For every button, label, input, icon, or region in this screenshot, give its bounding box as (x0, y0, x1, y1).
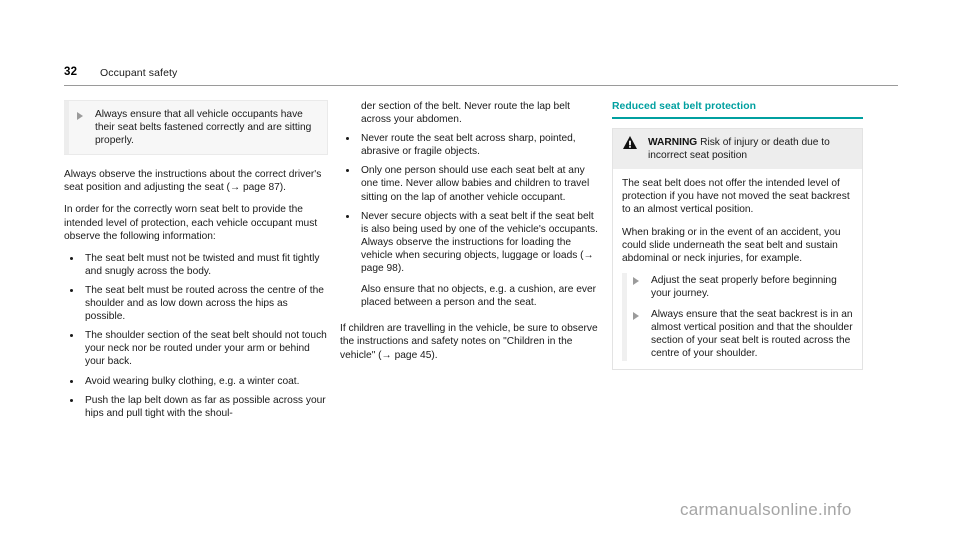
seat-belt-bullet-list-continued (340, 100, 598, 309)
page-number: 32 (64, 66, 78, 78)
seat-belt-bullet-list (64, 252, 328, 420)
list-item (622, 308, 853, 360)
list-item (340, 210, 598, 310)
warning-action-list (622, 274, 853, 361)
content-column-1 (64, 100, 328, 429)
dot-bullet-icon (346, 215, 349, 218)
warning-title: Risk of injury or death due to incorrect seat position (648, 137, 830, 162)
warning-body (613, 169, 862, 369)
list-item-text: Avoid wearing bulky clothing, e.g. a winter coat. (85, 375, 300, 387)
list-item-text: Never secure objects with a seat belt if the seat belt is also being used by one of the vehicle's occupants. Always observe the instructions for loading the vehicle when securing objects, luggage or loads (→ page 98). (361, 210, 598, 275)
list-item-text: Only one person should use each seat belt at any one time. Never allow babies and children to travel sitting on the lap of another vehicle occupant. (361, 165, 590, 203)
paragraph: Always observe the instructions about the correct driver's seat position and adjusting the seat (→ page 87). (64, 169, 322, 194)
paragraph: If children are travelling in the vehicle, be sure to observe the instructions and safety notes on "Children in the vehicle" (→ page 45). (340, 323, 598, 361)
list-item-sub-paragraph: Also ensure that no objects, e.g. a cushion, are ever placed between a person and the seat. (361, 284, 597, 309)
list-item (64, 394, 328, 420)
paragraph: The seat belt does not offer the intended level of protection if you have not moved the seat backrest to an almost vertical position. (622, 178, 850, 216)
list-item (64, 284, 328, 323)
list-item (64, 108, 319, 147)
chapter-title: Occupant safety (100, 66, 178, 79)
list-item (64, 252, 328, 278)
continuation-text: der section of the belt. Never route the lap belt across your abdomen. (361, 101, 570, 126)
section-heading-underline (612, 117, 863, 119)
list-item (622, 274, 853, 300)
list-item-text: The seat belt must not be twisted and must fit tightly and snugly across the body. (85, 252, 320, 277)
list-item (64, 329, 328, 368)
dot-bullet-icon (70, 289, 73, 292)
content-column-2 (340, 100, 598, 371)
warning-box (612, 128, 863, 370)
list-item-text: Push the lap belt down as far as possible across your hips and pull tight with the shoul- (85, 394, 326, 419)
warning-triangle-icon (623, 136, 637, 149)
list-item-text: Never route the seat belt across sharp, pointed, abrasive or fragile objects. (361, 133, 576, 158)
list-item (340, 164, 598, 203)
warning-action-wrapper (622, 274, 853, 361)
content-column-3 (612, 100, 863, 370)
paragraph: In order for the correctly worn seat belt to provide the intended level of protection, each vehicle occupant must observe the following information: (64, 204, 318, 242)
list-item (340, 132, 598, 158)
paragraph: When braking or in the event of an accident, you could slide underneath the seat belt and sustain abdominal or neck injuries, for example. (622, 226, 841, 264)
note-text: Always ensure that all vehicle occupants have their seat belts fastened correctly and are sitting properly. (95, 109, 312, 147)
instruction-note-box (64, 100, 328, 155)
dot-bullet-icon (346, 137, 349, 140)
section-heading: Reduced seat belt protection (612, 101, 757, 112)
dot-bullet-icon (70, 380, 73, 383)
triangle-bullet-icon (633, 312, 639, 320)
watermark: carmanualsonline.info (680, 500, 852, 519)
list-item-continuation (340, 100, 598, 126)
note-action-list (64, 108, 319, 147)
list-item-text: The seat belt must be routed across the centre of the shoulder and as low down across the hips as possible. (85, 284, 324, 323)
dot-bullet-icon (70, 334, 73, 337)
list-item-text: Adjust the seat properly before beginning your journey. (651, 274, 837, 299)
list-item-text: Always ensure that the seat backrest is in an almost vertical position and that the shoulder section of your seat belt is routed across the centre of your shoulder. (651, 309, 853, 360)
header-divider (64, 85, 898, 86)
dot-bullet-icon (70, 257, 73, 260)
triangle-bullet-icon (77, 112, 83, 120)
warning-header (613, 129, 862, 169)
triangle-bullet-icon (633, 277, 639, 285)
list-item (64, 375, 328, 388)
dot-bullet-icon (70, 399, 73, 402)
dot-bullet-icon (346, 169, 349, 172)
warning-label: WARNING (648, 137, 698, 149)
list-item-text: The shoulder section of the seat belt should not touch your neck nor be routed under your arm or behind your back. (85, 330, 327, 368)
